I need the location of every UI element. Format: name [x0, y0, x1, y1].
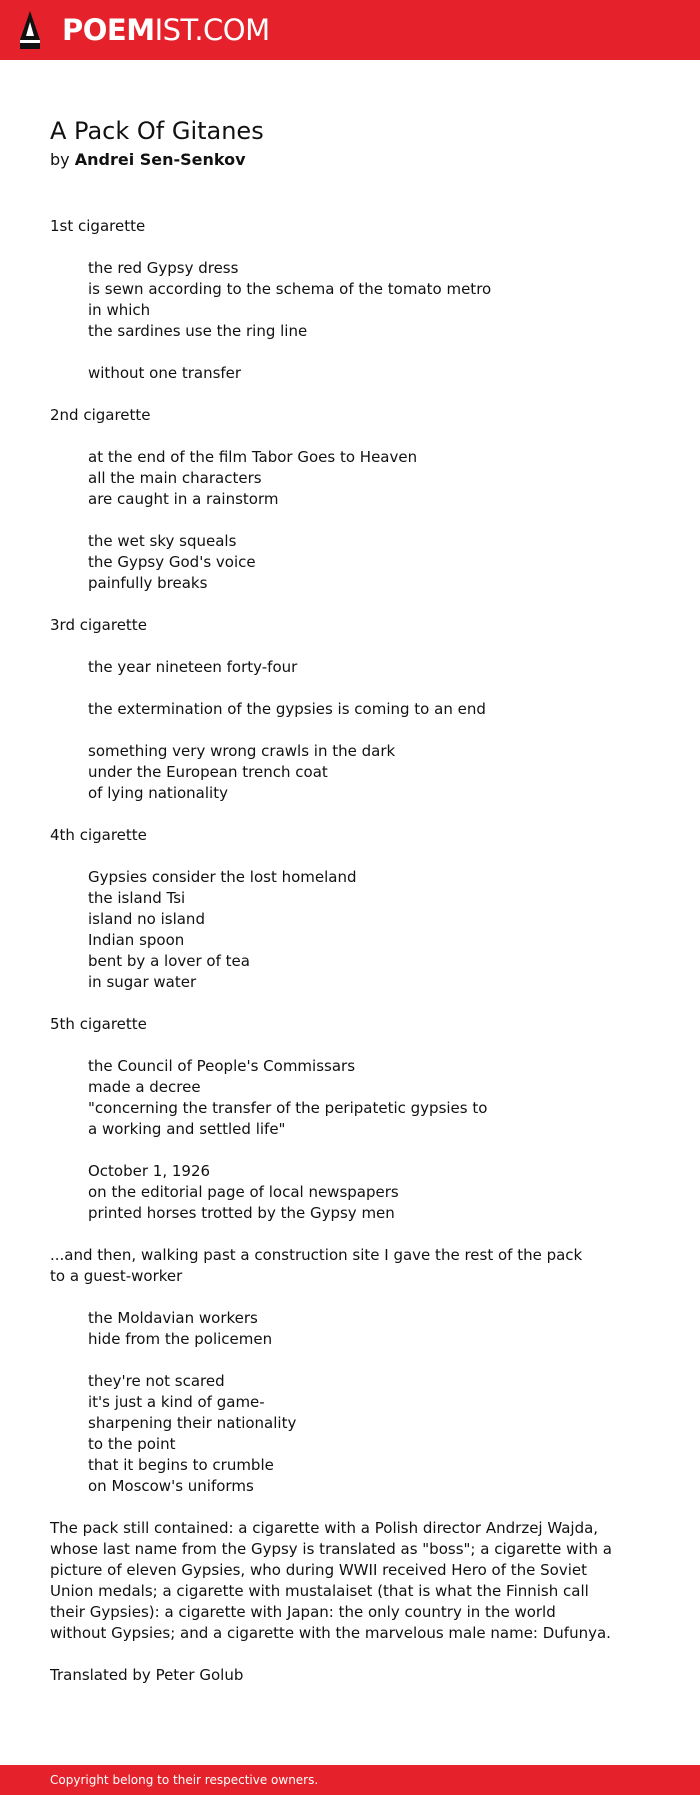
logo-brand-bold: POEM [62, 13, 155, 47]
poem-line: of lying nationality [88, 784, 228, 802]
poem-body [50, 216, 670, 1686]
poem-line: 2nd cigarette [50, 406, 151, 424]
poem-blank-line [50, 1497, 670, 1518]
site-header [0, 0, 700, 60]
byline-prefix: by [50, 150, 70, 169]
poem-line: the wet sky squeals [88, 532, 237, 550]
poem-line: The pack still contained: a cigarette with a Polish director Andrzej Wajda, [50, 1519, 599, 1537]
poem-line: that it begins to crumble [88, 1456, 274, 1474]
poem-line: the red Gypsy dress [88, 259, 239, 277]
poem-line: their Gypsies): a cigarette with Japan: the only country in the world [50, 1603, 556, 1621]
quill-pen-icon[interactable] [18, 10, 42, 50]
poem-blank-line [50, 510, 670, 531]
poem-line: bent by a lover of tea [88, 952, 250, 970]
poem-line: 5th cigarette [50, 1015, 147, 1033]
poem-line: the island Tsi [88, 889, 186, 907]
poem-blank-line [50, 1035, 670, 1056]
poem-line: whose last name from the Gypsy is translated as "boss"; a cigarette with a [50, 1540, 612, 1558]
poem-line: without one transfer [88, 364, 242, 382]
poem-blank-line [50, 342, 670, 363]
poem-line: at the end of the film Tabor Goes to Heaven [88, 448, 418, 466]
poem-line: is sewn according to the schema of the tomato metro [88, 280, 492, 298]
poem-blank-line [50, 1287, 670, 1308]
poem-line: the Moldavian workers [88, 1309, 258, 1327]
poem-line: printed horses trotted by the Gypsy men [88, 1204, 395, 1222]
poem-line: the sardines use the ring line [88, 322, 308, 340]
poem-line: October 1, 1926 [88, 1162, 211, 1180]
poem-line: they're not scared [88, 1372, 225, 1390]
poem-line: 3rd cigarette [50, 616, 147, 634]
poem-line: sharpening their nationality [88, 1414, 297, 1432]
poem-blank-line [50, 636, 670, 657]
poem-line: Translated by Peter Golub [50, 1666, 244, 1684]
poem-line: are caught in a rainstorm [88, 490, 279, 508]
poem-blank-line [50, 237, 670, 258]
poem-blank-line [50, 1224, 670, 1245]
poem-blank-line [50, 1644, 670, 1665]
poem-line: 4th cigarette [50, 826, 147, 844]
poem-author[interactable]: Andrei Sen-Senkov [74, 150, 246, 169]
poem-blank-line [50, 1350, 670, 1371]
poem-line: painfully breaks [88, 574, 208, 592]
poem-line: the extermination of the gypsies is coming to an end [88, 700, 486, 718]
poem-blank-line [50, 678, 670, 699]
poem-line: to the point [88, 1435, 176, 1453]
poem-line: picture of eleven Gypsies, who during WWII received Hero of the Soviet [50, 1561, 587, 1579]
poem-line: "concerning the transfer of the peripatetic gypsies to [88, 1099, 488, 1117]
poem-blank-line [50, 804, 670, 825]
poem-byline [50, 148, 670, 172]
poem-line: something very wrong crawls in the dark [88, 742, 396, 760]
poem-line: 1st cigarette [50, 217, 146, 235]
poem-blank-line [50, 1140, 670, 1161]
poem-line: the Council of People's Commissars [88, 1057, 356, 1075]
poem-line: all the main characters [88, 469, 262, 487]
poem-title: A Pack Of Gitanes [50, 117, 264, 145]
poem-blank-line [50, 993, 670, 1014]
poem-line: it's just a kind of game- [88, 1393, 265, 1411]
footer-copyright: Copyright belong to their respective owners. [50, 1773, 319, 1787]
site-logo[interactable] [62, 10, 270, 50]
poem-line: made a decree [88, 1078, 201, 1096]
poem-line: ...and then, walking past a construction site I gave the rest of the pack [50, 1246, 583, 1264]
poem-line: in which [88, 301, 151, 319]
poem-line: the year nineteen forty-four [88, 658, 298, 676]
poem-blank-line [50, 594, 670, 615]
poem-line: under the European trench coat [88, 763, 328, 781]
poem-line: hide from the policemen [88, 1330, 273, 1348]
poem-line: Gypsies consider the lost homeland [88, 868, 357, 886]
poem-line: without Gypsies; and a cigarette with the marvelous male name: Dufunya. [50, 1624, 611, 1642]
poem-blank-line [50, 720, 670, 741]
poem-blank-line [50, 426, 670, 447]
poem-blank-line [50, 384, 670, 405]
poem-line: to a guest-worker [50, 1267, 183, 1285]
poem-line: on the editorial page of local newspapers [88, 1183, 399, 1201]
poem-line: Indian spoon [88, 931, 185, 949]
poem-line: island no island [88, 910, 205, 928]
poem-line: on Moscow's uniforms [88, 1477, 254, 1495]
logo-brand-light: IST.COM [154, 13, 270, 47]
poem-line: in sugar water [88, 973, 197, 991]
poem-line: Union medals; a cigarette with mustalaiset (that is what the Finnish call [50, 1582, 589, 1600]
poem-line: a working and settled life" [88, 1120, 286, 1138]
poem-content [50, 114, 670, 1686]
site-footer [0, 1765, 700, 1795]
poem-line: the Gypsy God's voice [88, 553, 256, 571]
poem-blank-line [50, 846, 670, 867]
